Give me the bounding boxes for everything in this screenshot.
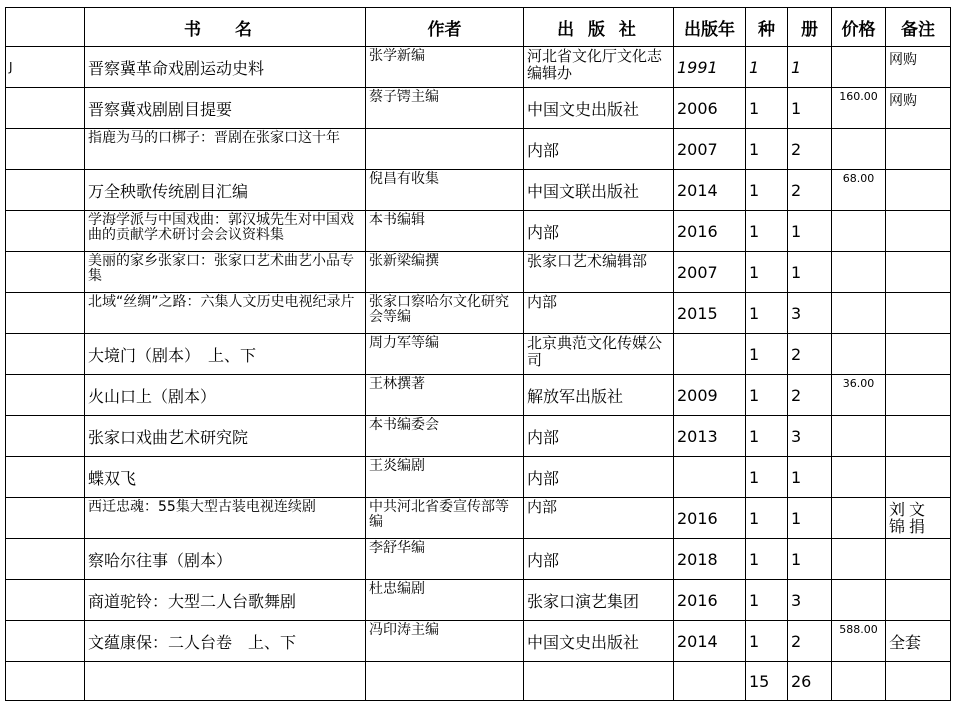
cell-year: 2014 [674, 621, 746, 662]
cell-note [886, 129, 951, 170]
cell-note [886, 252, 951, 293]
cell-kinds: 1 [746, 334, 788, 375]
cell-kinds: 1 [746, 375, 788, 416]
cell-year: 2006 [674, 88, 746, 129]
cell-price [832, 211, 886, 252]
header-publisher: 出 版 社 [524, 8, 674, 47]
header-title: 书 名 [85, 8, 366, 47]
cell-publisher: 中国文史出版社 [524, 621, 674, 662]
cell-note: 网购 [886, 47, 951, 88]
cell-year: 2007 [674, 252, 746, 293]
cell-publisher: 中国文史出版社 [524, 88, 674, 129]
cell-price [832, 498, 886, 539]
header-row [6, 8, 951, 47]
cell-note [886, 539, 951, 580]
cell-title: 文蕴康保：二人台卷 上、下 [85, 621, 366, 662]
cell-code [6, 252, 85, 293]
cell-kinds: 1 [746, 170, 788, 211]
cell-author: 张家口察哈尔文化研究会等编 [366, 293, 524, 334]
table-row [6, 498, 951, 539]
cell-note [886, 375, 951, 416]
cell-title: 蝶双飞 [85, 457, 366, 498]
table-row [6, 47, 951, 88]
cell-volumes: 2 [788, 170, 832, 211]
cell-empty [832, 662, 886, 701]
cell-price [832, 416, 886, 457]
cell-author: 张学新编 [366, 47, 524, 88]
cell-publisher: 北京典范文化传媒公司 [524, 334, 674, 375]
cell-year: 2015 [674, 293, 746, 334]
table-row [6, 170, 951, 211]
cell-price: 160.00 [832, 88, 886, 129]
cell-publisher: 内部 [524, 498, 674, 539]
cell-title: 察哈尔往事（剧本） [85, 539, 366, 580]
cell-note [886, 170, 951, 211]
table-row [6, 252, 951, 293]
cell-author: 倪昌有收集 [366, 170, 524, 211]
header-year: 出版年 [674, 8, 746, 47]
cell-publisher: 张家口艺术编辑部 [524, 252, 674, 293]
cell-note [886, 416, 951, 457]
cell-code [6, 580, 85, 621]
cell-note [886, 457, 951, 498]
total-kinds: 15 [746, 662, 788, 701]
cell-volumes: 2 [788, 129, 832, 170]
cell-price [832, 129, 886, 170]
cell-volumes: 2 [788, 375, 832, 416]
table-row [6, 211, 951, 252]
cell-code [6, 129, 85, 170]
cell-volumes: 1 [788, 457, 832, 498]
cell-title: 商道驼铃：大型二人台歌舞剧 [85, 580, 366, 621]
cell-kinds: 1 [746, 621, 788, 662]
cell-price [832, 293, 886, 334]
cell-year: 2016 [674, 580, 746, 621]
header-volumes: 册 [788, 8, 832, 47]
cell-publisher: 内部 [524, 129, 674, 170]
cell-price [832, 252, 886, 293]
cell-kinds: 1 [746, 580, 788, 621]
cell-code [6, 293, 85, 334]
cell-code [6, 498, 85, 539]
cell-title: 北域“丝绸”之路：六集人文历史电视纪录片 [85, 293, 366, 334]
cell-kinds: 1 [746, 129, 788, 170]
cell-author: 杜忠编剧 [366, 580, 524, 621]
header-code [6, 8, 85, 47]
table-row [6, 129, 951, 170]
cell-title: 美丽的家乡张家口：张家口艺术曲艺小品专集 [85, 252, 366, 293]
cell-kinds: 1 [746, 293, 788, 334]
cell-kinds: 1 [746, 457, 788, 498]
table-row [6, 416, 951, 457]
cell-title: 张家口戏曲艺术研究院 [85, 416, 366, 457]
cell-price [832, 334, 886, 375]
cell-title: 万全秧歌传统剧目汇编 [85, 170, 366, 211]
table-row [6, 539, 951, 580]
cell-price: 68.00 [832, 170, 886, 211]
cell-note: 网购 [886, 88, 951, 129]
cell-year: 2018 [674, 539, 746, 580]
table-row [6, 580, 951, 621]
cell-code: J [6, 47, 85, 88]
cell-code [6, 334, 85, 375]
cell-author: 周力军等编 [366, 334, 524, 375]
cell-volumes: 3 [788, 293, 832, 334]
cell-empty [674, 662, 746, 701]
cell-title: 指鹿为马的口梆子：晋剧在张家口这十年 [85, 129, 366, 170]
cell-volumes: 1 [788, 211, 832, 252]
cell-empty [886, 662, 951, 701]
cell-note: 刘文锦捐 [886, 498, 951, 539]
cell-author: 本书编委会 [366, 416, 524, 457]
cell-publisher: 内部 [524, 293, 674, 334]
cell-author: 蔡子锷主编 [366, 88, 524, 129]
book-catalog-table [5, 7, 951, 701]
cell-price: 36.00 [832, 375, 886, 416]
cell-publisher: 内部 [524, 211, 674, 252]
cell-volumes: 1 [788, 252, 832, 293]
table-row [6, 457, 951, 498]
cell-year [674, 457, 746, 498]
total-volumes: 26 [788, 662, 832, 701]
cell-year: 2016 [674, 498, 746, 539]
header-author: 作者 [366, 8, 524, 47]
cell-year: 2013 [674, 416, 746, 457]
cell-author: 冯印涛主编 [366, 621, 524, 662]
cell-code [6, 457, 85, 498]
cell-code [6, 88, 85, 129]
cell-volumes: 3 [788, 580, 832, 621]
cell-price: 588.00 [832, 621, 886, 662]
cell-author: 王炎编剧 [366, 457, 524, 498]
cell-kinds: 1 [746, 88, 788, 129]
cell-volumes: 1 [788, 88, 832, 129]
cell-publisher: 内部 [524, 457, 674, 498]
cell-publisher: 张家口演艺集团 [524, 580, 674, 621]
cell-volumes: 2 [788, 621, 832, 662]
cell-year: 2009 [674, 375, 746, 416]
table-row [6, 621, 951, 662]
cell-volumes: 1 [788, 498, 832, 539]
cell-author: 张新梁编撰 [366, 252, 524, 293]
cell-code [6, 170, 85, 211]
cell-code [6, 539, 85, 580]
cell-year: 2014 [674, 170, 746, 211]
cell-note [886, 211, 951, 252]
cell-title: 大境门（剧本） 上、下 [85, 334, 366, 375]
cell-price [832, 47, 886, 88]
cell-code [6, 621, 85, 662]
header-kinds: 种 [746, 8, 788, 47]
cell-note [886, 334, 951, 375]
cell-year [674, 334, 746, 375]
header-note: 备注 [886, 8, 951, 47]
cell-title: 晋察冀革命戏剧运动史料 [85, 47, 366, 88]
cell-price [832, 457, 886, 498]
cell-title: 火山口上（剧本） [85, 375, 366, 416]
cell-price [832, 580, 886, 621]
cell-note: 全套 [886, 621, 951, 662]
cell-volumes: 1 [788, 539, 832, 580]
cell-note [886, 580, 951, 621]
cell-author: 中共河北省委宣传部等编 [366, 498, 524, 539]
cell-kinds: 1 [746, 416, 788, 457]
cell-author [366, 129, 524, 170]
cell-title: 学海学派与中国戏曲：郭汉城先生对中国戏曲的贡献学术研讨会会议资料集 [85, 211, 366, 252]
table-row [6, 88, 951, 129]
cell-volumes: 2 [788, 334, 832, 375]
cell-kinds: 1 [746, 211, 788, 252]
cell-title: 晋察冀戏剧剧目提要 [85, 88, 366, 129]
cell-kinds: 1 [746, 252, 788, 293]
cell-publisher: 河北省文化厅文化志编辑办 [524, 47, 674, 88]
cell-kinds: 1 [746, 539, 788, 580]
cell-publisher: 中国文联出版社 [524, 170, 674, 211]
table-row [6, 293, 951, 334]
cell-volumes: 3 [788, 416, 832, 457]
cell-author: 李舒华编 [366, 539, 524, 580]
table-row [6, 334, 951, 375]
cell-empty [366, 662, 524, 701]
cell-kinds: 1 [746, 47, 788, 88]
cell-year: 2016 [674, 211, 746, 252]
table-row [6, 375, 951, 416]
header-price: 价格 [832, 8, 886, 47]
cell-empty [524, 662, 674, 701]
cell-code [6, 211, 85, 252]
cell-year: 2007 [674, 129, 746, 170]
cell-empty [6, 662, 85, 701]
cell-year: 1991 [674, 47, 746, 88]
cell-author: 王林撰著 [366, 375, 524, 416]
cell-author: 本书编辑 [366, 211, 524, 252]
cell-code [6, 375, 85, 416]
cell-volumes: 1 [788, 47, 832, 88]
cell-note [886, 293, 951, 334]
cell-price [832, 539, 886, 580]
cell-publisher: 内部 [524, 539, 674, 580]
cell-publisher: 内部 [524, 416, 674, 457]
cell-kinds: 1 [746, 498, 788, 539]
cell-empty [85, 662, 366, 701]
cell-code [6, 416, 85, 457]
cell-publisher: 解放军出版社 [524, 375, 674, 416]
totals-row [6, 662, 951, 701]
cell-title: 西迁忠魂：55集大型古装电视连续剧 [85, 498, 366, 539]
